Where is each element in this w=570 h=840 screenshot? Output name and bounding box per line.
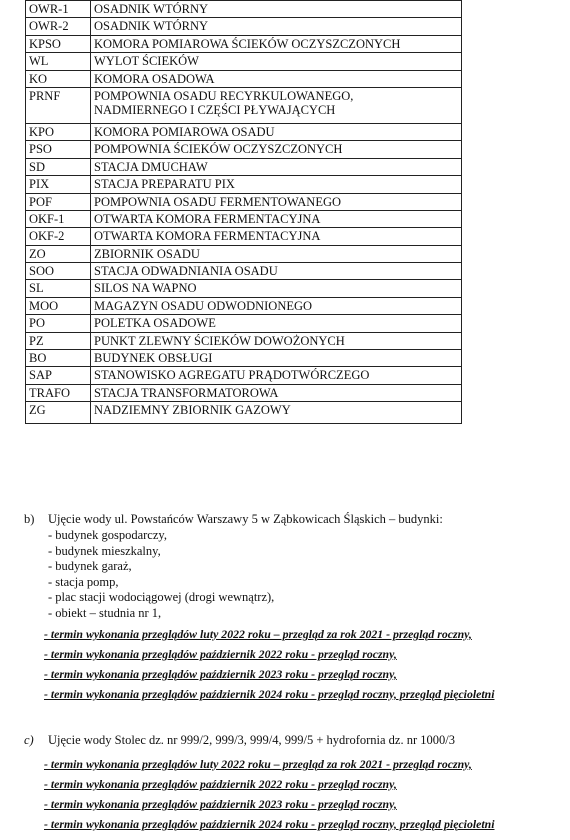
table-row xyxy=(26,1,462,18)
building-item: - budynek garaż, xyxy=(48,559,132,574)
building-item: - budynek gospodarczy, xyxy=(48,528,167,542)
object-name-cell: OSADNIK WTÓRNY xyxy=(91,1,462,18)
object-code-cell: ZO xyxy=(26,245,91,262)
object-name-cell: STACJA DMUCHAW xyxy=(91,158,462,175)
section-c-title: Ujęcie wody Stolec dz. nr 999/2, 999/3, 999/4, 999/5 + hydrofornia dz. nr 1000/3 xyxy=(48,733,455,747)
object-name-cell: POMPOWNIA OSADU RECYRKULOWANEGO, NADMIERNEGO I CZĘŚCI PŁYWAJĄCYCH xyxy=(91,87,462,123)
review-line: - termin wykonania przeglądów październik 2024 roku - przegląd roczny, przegląd pięcioletni xyxy=(44,817,495,831)
object-name-cell: STANOWISKO AGREGATU PRĄDOTWÓRCZEGO xyxy=(91,367,462,384)
object-name-cell: POLETKA OSADOWE xyxy=(91,315,462,332)
table-row xyxy=(26,176,462,193)
table-row xyxy=(26,228,462,245)
section-b-marker: b) xyxy=(24,512,35,526)
object-name-cell: WYLOT ŚCIEKÓW xyxy=(91,53,462,70)
table-row xyxy=(26,141,462,158)
table-row xyxy=(26,87,462,123)
table-row xyxy=(26,263,462,280)
table-row xyxy=(26,332,462,349)
building-item: - plac stacji wodociągowej (drogi wewnątrz), xyxy=(48,590,275,605)
object-code-cell: KPO xyxy=(26,123,91,140)
table-row xyxy=(26,123,462,140)
object-code-cell: PO xyxy=(26,315,91,332)
table-row xyxy=(26,193,462,210)
section-c-heading xyxy=(24,733,455,749)
object-code-cell: OKF-2 xyxy=(26,228,91,245)
object-name-cell: OSADNIK WTÓRNY xyxy=(91,18,462,35)
object-code-cell: PRNF xyxy=(26,87,91,123)
table-row xyxy=(26,350,462,367)
table-row xyxy=(26,315,462,332)
review-line: - termin wykonania przeglądów październik 2023 roku - przegląd roczny, xyxy=(44,667,397,681)
building-item: - obiekt – studnia nr 1, xyxy=(48,605,162,620)
object-code-cell: SD xyxy=(26,158,91,175)
table-row xyxy=(26,210,462,227)
object-code-cell: SAP xyxy=(26,367,91,384)
review-line: - termin wykonania przeglądów październik 2022 roku - przegląd roczny, xyxy=(44,647,397,661)
review-line: - termin wykonania przeglądów luty 2022 roku – przegląd za rok 2021 - przegląd roczny, xyxy=(44,627,472,641)
object-code-cell: POF xyxy=(26,193,91,210)
object-name-cell: SILOS NA WAPNO xyxy=(91,280,462,297)
object-code-cell: PZ xyxy=(26,332,91,349)
object-code-cell: OWR-1 xyxy=(26,1,91,18)
building-item: - budynek mieszkalny, xyxy=(48,543,161,558)
object-code-cell: PSO xyxy=(26,141,91,158)
object-name-cell: KOMORA POMIAROWA OSADU xyxy=(91,123,462,140)
review-line: - termin wykonania przeglądów październik 2023 roku - przegląd roczny, xyxy=(44,797,397,811)
object-codes-table-body xyxy=(26,1,462,424)
object-code-cell: BO xyxy=(26,350,91,367)
object-code-cell: KPSO xyxy=(26,35,91,52)
object-name-cell: PUNKT ZLEWNY ŚCIEKÓW DOWOŻONYCH xyxy=(91,332,462,349)
section-c-review-schedule xyxy=(44,754,495,834)
table-row xyxy=(26,367,462,384)
object-name-cell: KOMORA POMIAROWA ŚCIEKÓW OCZYSZCZONYCH xyxy=(91,35,462,52)
object-code-cell: ZG xyxy=(26,402,91,424)
table-row xyxy=(26,402,462,424)
object-code-cell: WL xyxy=(26,53,91,70)
object-name-cell: STACJA TRANSFORMATOROWA xyxy=(91,384,462,401)
section-b-review-schedule xyxy=(44,624,495,704)
object-name-cell: NADZIEMNY ZBIORNIK GAZOWY xyxy=(91,402,462,424)
review-line: - termin wykonania przeglądów październik 2022 roku - przegląd roczny, xyxy=(44,777,397,791)
object-code-cell: MOO xyxy=(26,297,91,314)
object-name-cell: KOMORA OSADOWA xyxy=(91,70,462,87)
table-row xyxy=(26,297,462,314)
table-row xyxy=(26,280,462,297)
table-row xyxy=(26,35,462,52)
object-name-cell: POMPOWNIA ŚCIEKÓW OCZYSZCZONYCH xyxy=(91,141,462,158)
review-line: - termin wykonania przeglądów październik 2024 roku - przegląd roczny, przegląd pięcioletni xyxy=(44,687,495,701)
object-name-cell: STACJA PREPARATU PIX xyxy=(91,176,462,193)
object-name-cell: BUDYNEK OBSŁUGI xyxy=(91,350,462,367)
object-code-cell: OWR-2 xyxy=(26,18,91,35)
object-name-cell: STACJA ODWADNIANIA OSADU xyxy=(91,263,462,280)
object-codes-table xyxy=(25,0,462,424)
table-row xyxy=(26,18,462,35)
section-b-heading xyxy=(24,512,443,528)
object-code-cell: SL xyxy=(26,280,91,297)
object-code-cell: PIX xyxy=(26,176,91,193)
section-b-building-list xyxy=(48,528,274,622)
object-name-cell: POMPOWNIA OSADU FERMENTOWANEGO xyxy=(91,193,462,210)
building-item: - stacja pomp, xyxy=(48,574,119,589)
object-name-cell: OTWARTA KOMORA FERMENTACYJNA xyxy=(91,210,462,227)
table-row xyxy=(26,245,462,262)
table-row xyxy=(26,70,462,87)
table-row xyxy=(26,384,462,401)
object-code-cell: SOO xyxy=(26,263,91,280)
table-row xyxy=(26,53,462,70)
section-b-title: Ujęcie wody ul. Powstańców Warszawy 5 w Ząbkowicach Śląskich – budynki: xyxy=(48,512,443,526)
object-code-cell: OKF-1 xyxy=(26,210,91,227)
object-name-cell: OTWARTA KOMORA FERMENTACYJNA xyxy=(91,228,462,245)
object-code-cell: KO xyxy=(26,70,91,87)
table-row xyxy=(26,158,462,175)
object-code-cell: TRAFO xyxy=(26,384,91,401)
review-line: - termin wykonania przeglądów luty 2022 roku – przegląd za rok 2021 - przegląd roczny, xyxy=(44,757,472,771)
object-name-cell: ZBIORNIK OSADU xyxy=(91,245,462,262)
object-name-cell: MAGAZYN OSADU ODWODNIONEGO xyxy=(91,297,462,314)
section-c-marker: c) xyxy=(24,733,34,747)
